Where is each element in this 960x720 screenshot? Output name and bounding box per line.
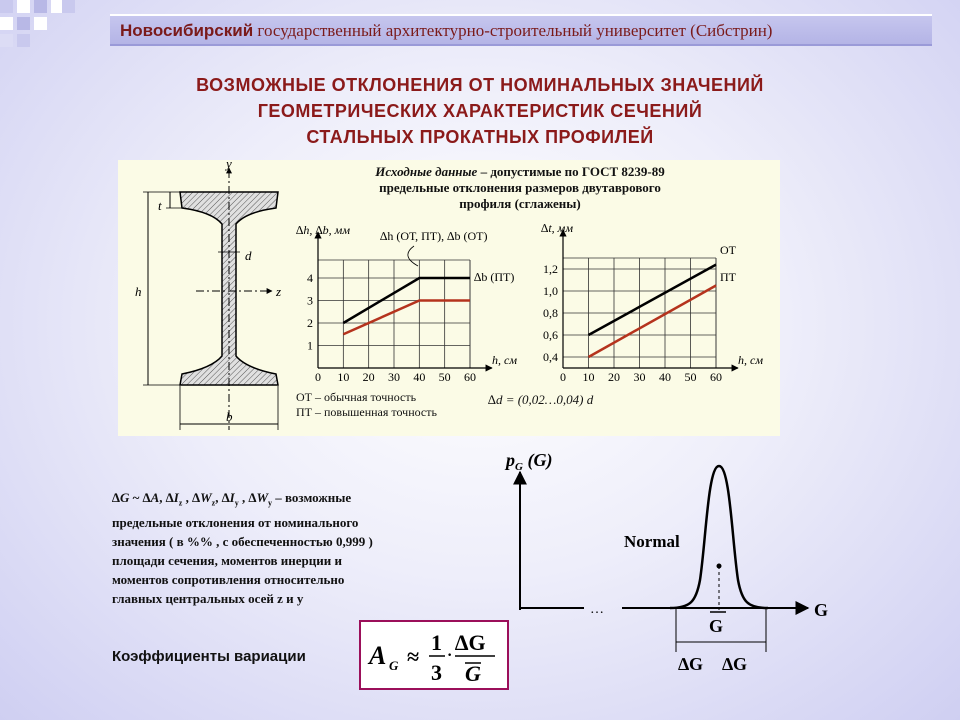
- header-university-rest: государственный архитектурно-строительный университет (Сибстрин): [257, 21, 773, 40]
- formula-sub: G: [389, 658, 399, 673]
- series-label-1: ПТ: [720, 270, 736, 284]
- label-h: h: [135, 284, 142, 299]
- x-tick-30: 30: [633, 370, 646, 384]
- formula-lhs: A: [369, 641, 387, 670]
- x-axis-label: h, см: [738, 353, 763, 367]
- dist-ylabel: $p_G$ (G): [506, 450, 553, 473]
- dist-dots: …: [590, 602, 604, 617]
- description-line-4: площади сечения, моментов инерции и: [112, 552, 342, 568]
- x-tick-50: 50: [438, 370, 451, 384]
- series-label-0: ∆h (ОТ, ПТ), ∆b (ОТ): [380, 229, 488, 243]
- title-line-1: ВОЗМОЖНЫЕ ОТКЛОНЕНИЯ ОТ НОМИНАЛЬНЫХ ЗНАЧЕНИЙ: [196, 75, 764, 95]
- description-line-5: моментов сопротивления относительно: [112, 571, 345, 587]
- dist-dg-right: ∆G: [722, 654, 748, 674]
- y-tick-3: 3: [307, 293, 313, 308]
- formula-frac-den: G: [465, 661, 481, 686]
- x-tick-20: 20: [608, 370, 620, 384]
- y-axis-label: ∆h, ∆b, мм: [296, 223, 350, 237]
- x-tick-20: 20: [362, 370, 375, 384]
- x-tick-0: 0: [315, 370, 321, 384]
- dist-peak-label: Normal: [624, 532, 680, 551]
- x-tick-50: 50: [684, 370, 697, 384]
- x-tick-10: 10: [337, 370, 350, 384]
- dist-dg-left: ∆G: [678, 654, 704, 674]
- x-tick-10: 10: [582, 370, 595, 384]
- dist-mean-label: G: [709, 616, 724, 636]
- x-tick-60: 60: [464, 370, 476, 384]
- svg-text:·: ·: [447, 647, 453, 664]
- mean-dot: [717, 564, 722, 569]
- x-tick-60: 60: [710, 370, 722, 384]
- series-label-0: ОТ: [720, 243, 736, 257]
- x-axis-label: h, см: [492, 353, 517, 367]
- x-tick-40: 40: [413, 370, 426, 384]
- source-line-1: – допустимые по ГОСТ 8239-89: [477, 164, 665, 179]
- formula-frac-num: ∆G: [455, 630, 486, 655]
- label-y: y: [226, 156, 232, 171]
- dist-xlabel: G: [814, 600, 829, 620]
- source-line-3: профиля (сглажены): [459, 196, 581, 211]
- label-t: t: [158, 198, 162, 213]
- x-tick-30: 30: [388, 370, 400, 384]
- y-tick-0,8: 0,8: [543, 306, 558, 320]
- description-line-6: главных центральных осей z и y: [112, 590, 304, 606]
- formula-den: 3: [431, 660, 442, 685]
- description-line-3: значения ( в %% , с обеспеченностью 0,999 ): [112, 533, 373, 549]
- series-label-1: ∆b (ПТ): [474, 270, 515, 284]
- header-university-name: Новосибирский: [120, 21, 254, 40]
- title-line-2: ГЕОМЕТРИЧЕСКИХ ХАРАКТЕРИСТИК СЕЧЕНИЙ: [257, 101, 703, 121]
- label-b: b: [226, 409, 233, 424]
- y-tick-2: 2: [307, 316, 313, 330]
- y-tick-1: 1: [307, 338, 313, 353]
- source-lead: Исходные данные: [375, 164, 478, 179]
- label-d: d: [245, 248, 252, 263]
- y-tick-1,2: 1,2: [543, 262, 558, 276]
- y-axis-label: ∆t, мм: [541, 221, 573, 235]
- description-line-2: предельные отклонения от номинального: [112, 514, 359, 530]
- formula-approx: ≈: [407, 644, 420, 669]
- x-tick-40: 40: [659, 370, 671, 384]
- y-tick-1,0: 1,0: [543, 284, 558, 298]
- formula-num: 1: [431, 630, 442, 655]
- label-z: z: [276, 284, 282, 299]
- d-tolerance-formula: ∆d = (0,02…0,04) d: [488, 392, 594, 407]
- x-tick-0: 0: [560, 370, 566, 384]
- legend-pt: ПТ – повышенная точность: [296, 405, 437, 419]
- title-line-3: СТАЛЬНЫХ ПРОКАТНЫХ ПРОФИЛЕЙ: [306, 127, 654, 147]
- y-tick-0,4: 0,4: [543, 350, 558, 364]
- y-tick-4: 4: [307, 271, 313, 285]
- description-formula-line: ∆G ~ ∆A, $\Delta I_z$ , $\Delta W_z$, $\Delta I_y$ , $\Delta W_y$ – возможные: [112, 490, 352, 508]
- legend-ot: ОТ – обычная точность: [296, 390, 417, 404]
- source-line-2: предельные отклонения размеров двутаврового: [379, 180, 661, 195]
- variation-formula: [359, 620, 509, 690]
- y-tick-0,6: 0,6: [543, 328, 558, 342]
- coefficient-label: Коэффициенты вариации: [112, 648, 306, 665]
